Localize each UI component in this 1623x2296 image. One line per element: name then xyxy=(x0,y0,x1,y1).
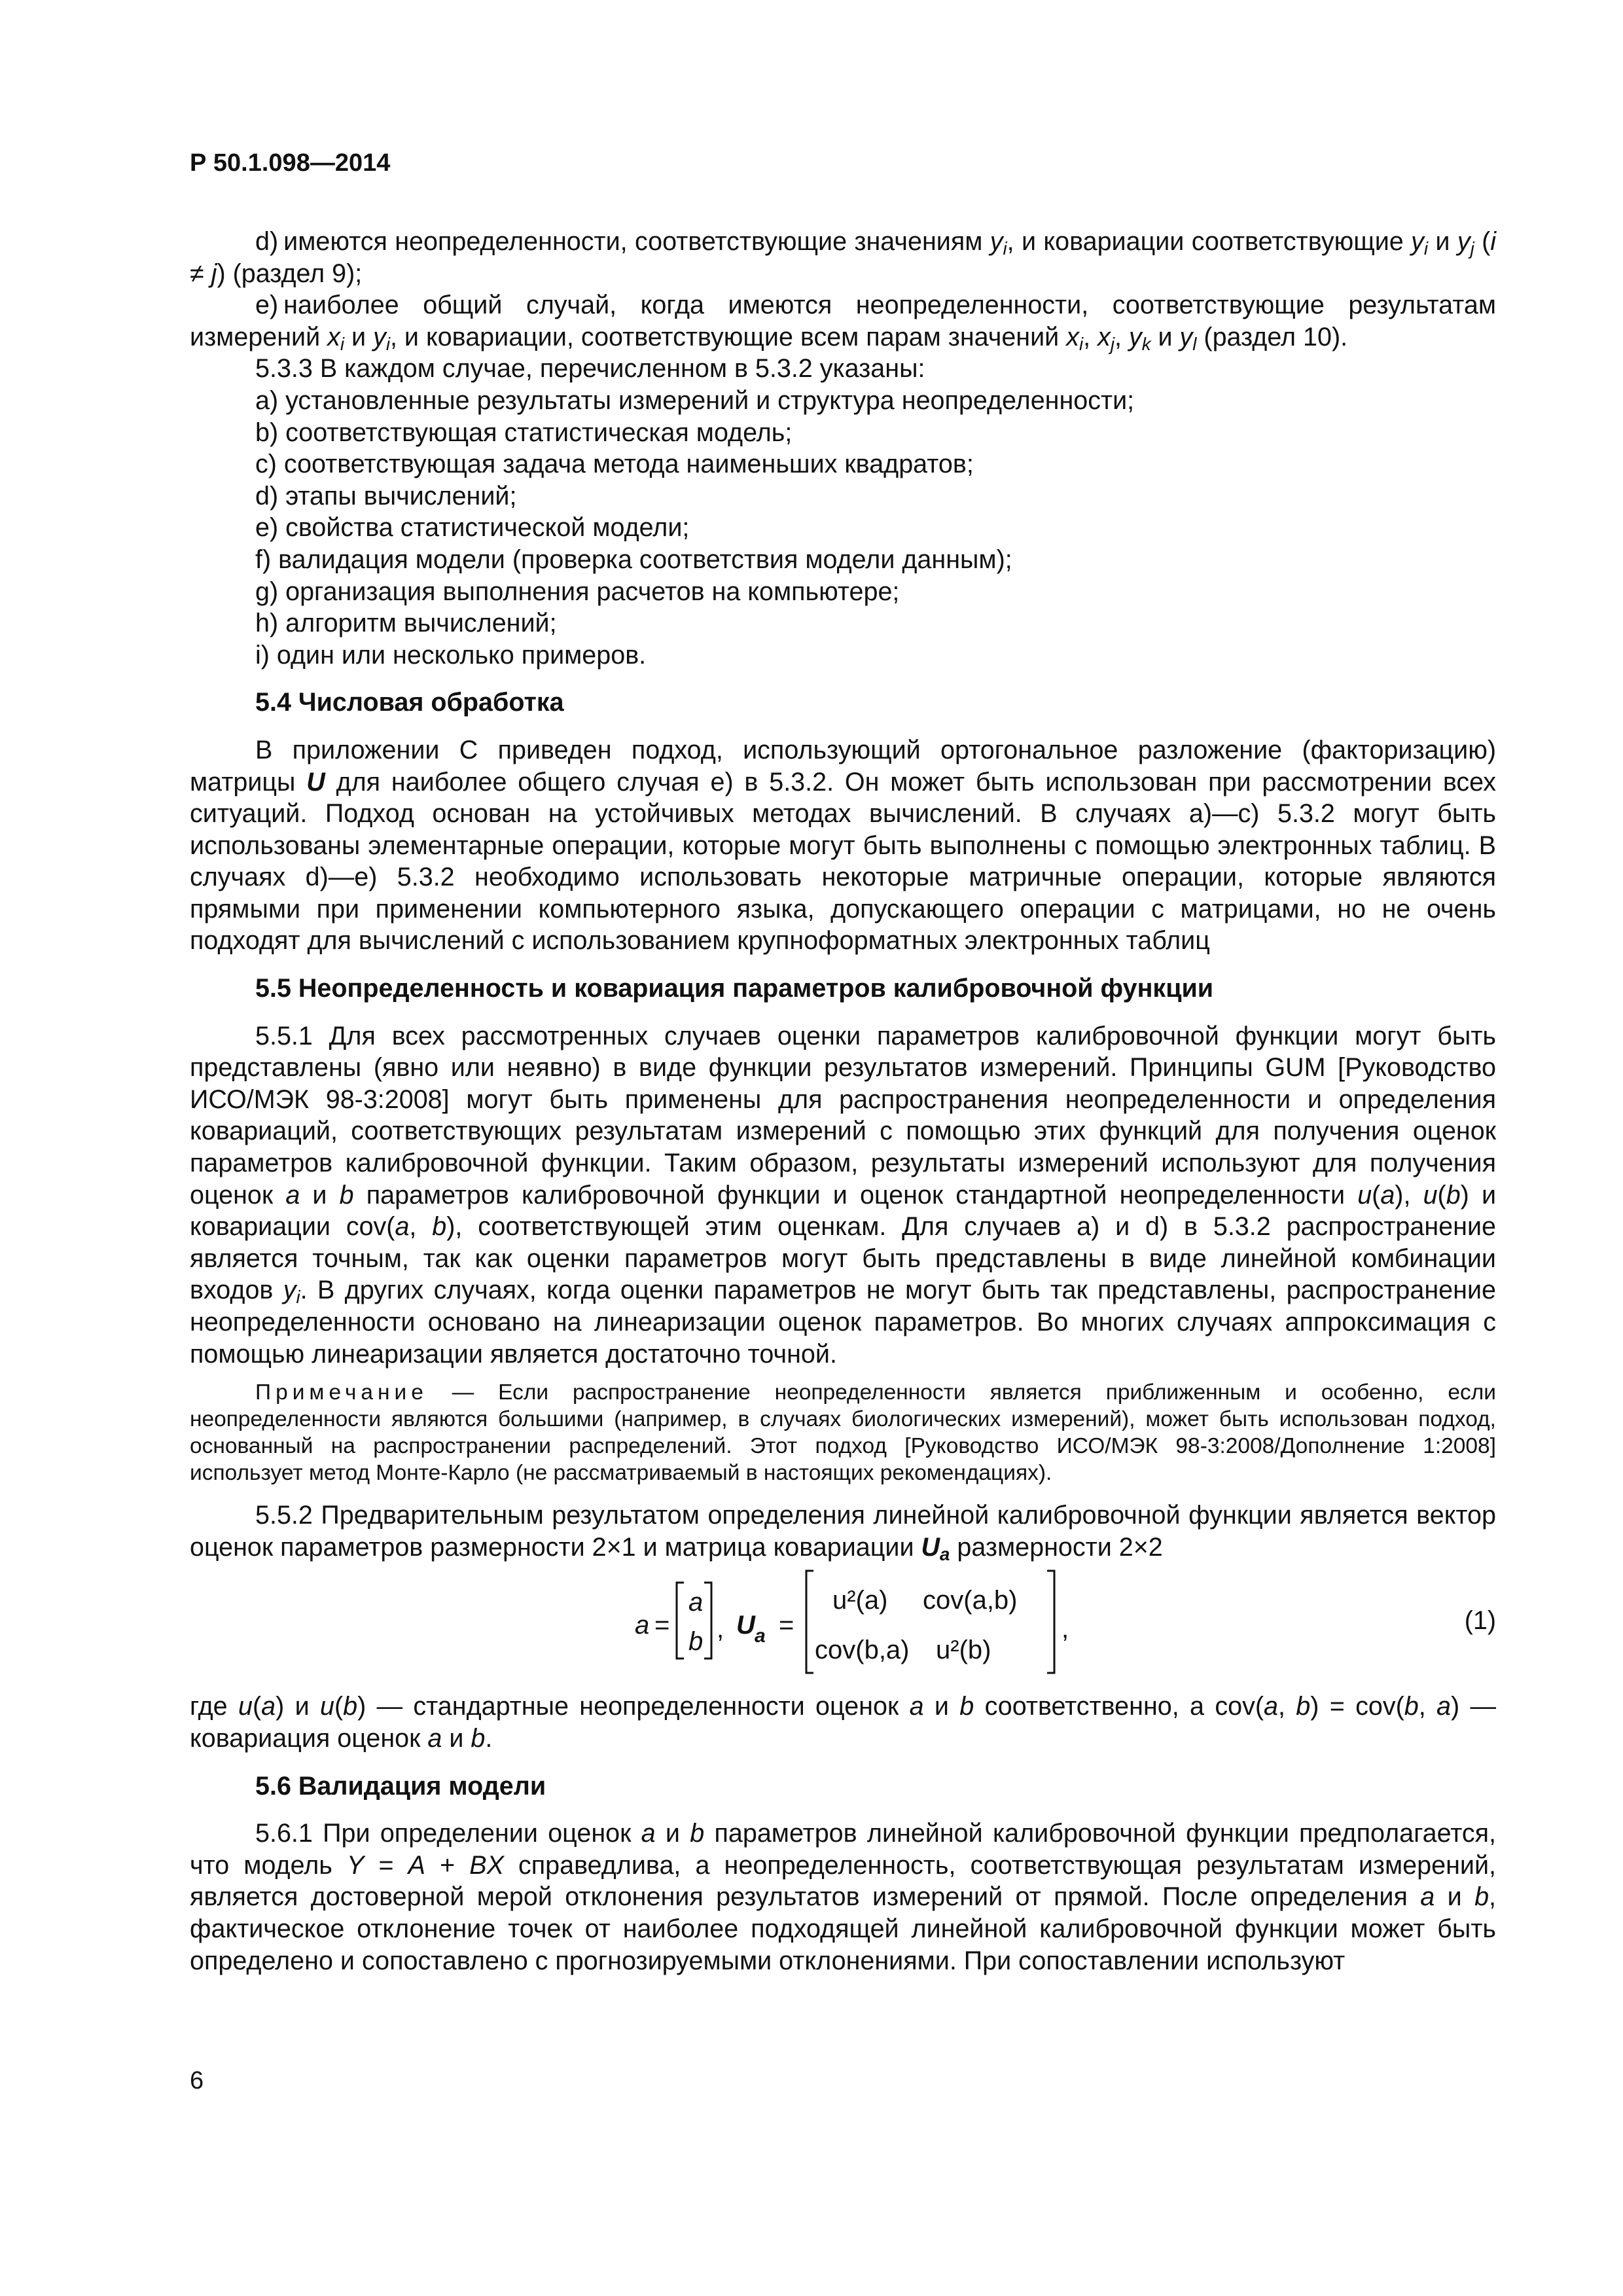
document-code-header: Р 50.1.098—2014 xyxy=(190,149,391,177)
matrix-cell-12: cov(a,b) xyxy=(923,1586,1018,1615)
matrix-name: U xyxy=(736,1611,755,1640)
matrix-cell-11: u²(a) xyxy=(832,1586,888,1615)
matrix-subscript: a xyxy=(755,1625,766,1647)
list-item: h) алгоритм вычислений; xyxy=(255,609,557,638)
equation-number: (1) xyxy=(1464,1606,1496,1636)
note-text: — Если распространение неопределенности является приближенным и особенно, если неопределенности являются большими (например, в случаях биологических измерений), может быть использован подход, основанный на распространении распределений. Этот подход [Руководство ИСО/МЭК 98-3:2008/Дополнение 1:2008] использует метод Монте-Карло (не рассматриваемый в настоящих рекомендациях). xyxy=(190,1380,1496,1486)
paragraph-5-4: В приложении С приведен подход, использующий ортогональное разложение (факторизацию) матрицы U для наиболее общего случая е) в 5.3.2. Он может быть использован при рассмотрении всех ситуаций. Подход основан на устойчивых методах вычислений. В случаях а)—с) 5.3.2 могут быть использованы элементарные операции, которые могут быть выполнены с помощью электронных таблиц. В случаях d)—е) 5.3.2 необходимо использовать некоторые матричные операции, которые являются прямыми при применении компьютерного языка, допускающего операции с матрицами, но не очень подходят для вычислений с использованием крупноформатных электронных таблиц xyxy=(190,735,1496,956)
paragraph-5-6-1: 5.6.1 При определении оценок a и b параметров линейной калибровочной функции предполагается, что модель Y = A + BX справедлива, а неопределенность, соответствующая результатам измерений, является достоверной мерой отклонения результатов измерений от прямой. После определения a и b, фактическое отклонение точек от наиболее подходящей линейной калибровочной функции может быть определено и сопоставлено с прогнозируемыми отклонениями. При сопоставлении используют xyxy=(190,1819,1497,1975)
vector-left-bracket xyxy=(677,1583,684,1659)
section-heading-5-5: 5.5 Неопределенность и ковариация параметров калибровочной функции xyxy=(255,974,1214,1003)
section-heading-5-6: 5.6 Валидация модели xyxy=(255,1771,546,1801)
matrix-cell-22: u²(b) xyxy=(936,1636,991,1665)
vector-right-bracket xyxy=(704,1583,711,1659)
list-item: f) валидация модели (проверка соответствия модели данным); xyxy=(255,545,1012,574)
list-item: а) установленные результаты измерений и структура неопределенности; xyxy=(255,386,1135,415)
list-item: d) этапы вычислений; xyxy=(255,481,517,511)
paragraph-where: где u(a) и u(b) — стандартные неопределенности оценок a и b соответственно, а cov(a, b) = cov(b, a) — ковариация оценок a и b. xyxy=(190,1692,1496,1753)
formula-lhs: a xyxy=(635,1611,650,1640)
formula-tail: , xyxy=(1061,1615,1069,1644)
note-label: Примечание xyxy=(255,1380,428,1405)
paragraph-5-3-3: 5.3.3 В каждом случае, перечисленном в 5.3.2 указаны: xyxy=(255,354,925,384)
formula-1 xyxy=(190,1568,1496,1683)
formula-equals-2: = xyxy=(779,1611,794,1640)
formula-separator: , xyxy=(717,1615,724,1644)
matrix-cell-21: cov(b,a) xyxy=(815,1636,910,1665)
section-heading-5-4: 5.4 Числовая обработка xyxy=(255,688,564,717)
document-body xyxy=(190,226,1496,1977)
page-number: 6 xyxy=(190,2067,204,2094)
paragraph-e: e) наиболее общий случай, когда имеются неопределенности, соответствующие результатам измерений $x_i$ и $y_i$, и ковариации, соответствующие всем парам значений $x_i$, $x_j$, $y_k$ и $y_l$ (раздел 10). xyxy=(190,291,1496,354)
vector-element: b xyxy=(688,1627,704,1657)
list-item: g) организация выполнения расчетов на компьютере; xyxy=(255,577,900,606)
matrix-right-bracket xyxy=(1047,1571,1054,1673)
list-item: c) соответствующая задача метода наименьших квадратов; xyxy=(255,450,974,479)
list-item: b) соответствующая статистическая модель; xyxy=(255,418,793,447)
matrix-left-bracket xyxy=(806,1571,813,1673)
formula-equals: = xyxy=(654,1611,670,1640)
note xyxy=(190,1379,1496,1486)
covariance-matrix-formula xyxy=(635,1568,1289,1683)
paragraph-d: d) имеются неопределенности, соответствующие значениям $y_i$, и ковариации соответствующие $y_i$ и $y_j$ (i ≠ j) (раздел 9); xyxy=(190,227,1497,288)
paragraph-5-5-1: 5.5.1 Для всех рассмотренных случаев оценки параметров калибровочной функции могут быть представлены (явно или неявно) в виде функции результатов измерений. Принципы GUM [Руководство ИСО/МЭК 98-3:2008] могут быть применены для распространения неопределенности и определения ковариаций, соответствующих результатам измерений с помощью этих функций для получения оценок параметров калибровочной функции. Таким образом, результаты измерений используют для получения оценок a и b параметров калибровочной функции и оценок стандартной неопределенности u(a), u(b) и ковариации cov(a, b), соответствующей этим оценкам. Для случаев а) и d) в 5.3.2 распространение является точным, так как оценки параметров могут быть представлены в виде линейной комбинации входов $y_i$. В других случаях, когда оценки параметров не могут быть так представлены, распространение неопределенности основано на линеаризации оценок параметров. Во многих случаях аппроксимация с помощью линеаризации является достаточно точной. xyxy=(190,1021,1497,1369)
list-item: e) свойства статистической модели; xyxy=(255,513,690,543)
vector-element: a xyxy=(688,1588,704,1617)
list-item: i) один или несколько примеров. xyxy=(255,640,647,670)
paragraph-5-5-2: 5.5.2 Предварительным результатом определения линейной калибровочной функции является вектор оценок параметров размерности 2×1 и матрица ковариации $U_a$ размерности 2×2 xyxy=(190,1501,1496,1564)
